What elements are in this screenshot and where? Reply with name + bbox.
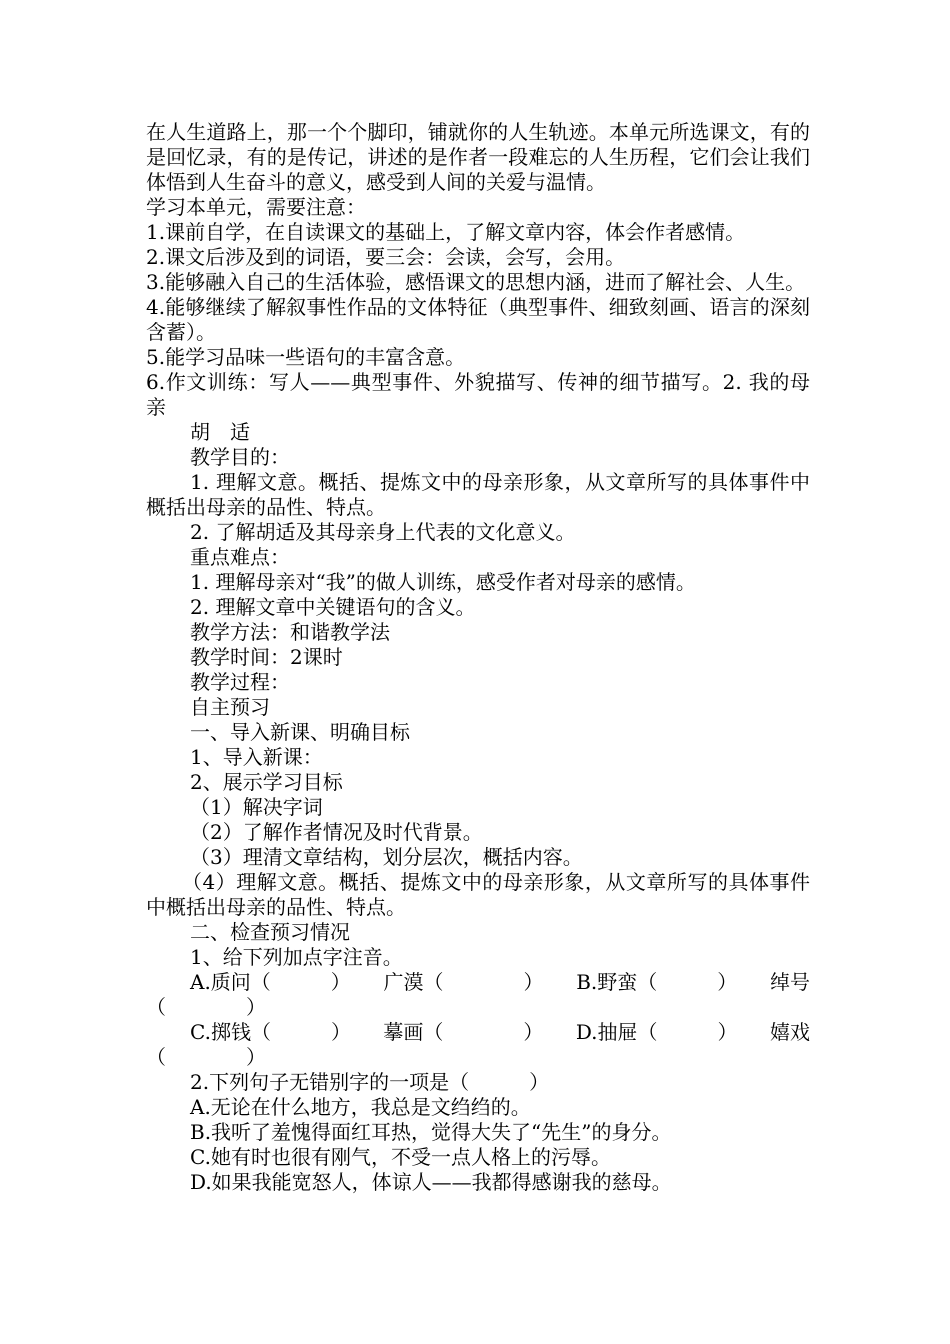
- key-point-1: 1. 理解母亲对“我”的做人训练，感受作者对母亲的感情。: [190, 570, 696, 594]
- q1-option-c: C.掷钱（ ）: [190, 1020, 351, 1044]
- teaching-time: 教学时间：2课时: [190, 645, 343, 669]
- attention-point-2: 2.课文后涉及到的词语，要三会：会读，会写，会用。: [146, 245, 626, 269]
- target-1: （1）解决字词: [190, 795, 323, 819]
- section-2-heading: 二、检查预习情况: [190, 920, 350, 944]
- q2-option-c: C.她有时也很有刚气，不受一点人格上的污辱。: [190, 1145, 611, 1169]
- q2-option-b: B.我听了羞愧得面红耳热，觉得大失了“先生”的身分。: [190, 1120, 672, 1144]
- target-4: （4）理解文意。概括、提炼文中的母亲形象，从文章所写的具体事件中概括出母亲的品性、特点。: [146, 870, 810, 919]
- attention-heading: 学习本单元，需要注意：: [146, 195, 366, 219]
- question-1-row-2: [146, 1020, 810, 1045]
- q1-row-2-tail: （ ）: [146, 1045, 266, 1069]
- attention-point-5: 5.能学习品味一些语句的丰富含意。: [146, 345, 466, 369]
- key-point-2: 2. 理解文章中关键语句的含义。: [190, 595, 476, 619]
- section-1-item-1: 1、导入新课：: [190, 745, 323, 769]
- goal-2: 2. 了解胡适及其母亲身上代表的文化意义。: [190, 520, 576, 544]
- target-2: （2）了解作者情况及时代背景。: [190, 820, 483, 844]
- goals-heading: 教学目的：: [190, 445, 290, 469]
- q1-option-c2: 摹画（ ）: [383, 1020, 544, 1044]
- section-1-item-2: 2、展示学习目标: [190, 770, 343, 794]
- goal-1: 1. 理解文意。概括、提炼文中的母亲形象，从文章所写的具体事件中概括出母亲的品性、特点。: [146, 470, 810, 519]
- target-3: （3）理清文章结构，划分层次，概括内容。: [190, 845, 583, 869]
- teaching-method: 教学方法：和谐教学法: [190, 620, 390, 644]
- process-heading: 教学过程：: [190, 670, 290, 694]
- question-2: 2.下列句子无错别字的一项是（ ）: [190, 1070, 550, 1094]
- q1-row-1-tail: （ ）: [146, 995, 266, 1019]
- q1-option-d: D.抽屉（ ）: [575, 1020, 738, 1044]
- attention-point-1: 1.课前自学，在自读课文的基础上，了解文章内容，体会作者感情。: [146, 220, 746, 244]
- q1-option-d2: 嬉戏: [770, 1020, 810, 1044]
- attention-point-6: 6.作文训练：写人——典型事件、外貌描写、传神的细节描写。2. 我的母亲: [146, 370, 810, 419]
- q1-option-a2: 广漠（ ）: [383, 970, 544, 994]
- q1-option-a: A.质问（ ）: [190, 970, 351, 994]
- q1-option-b: B.野蛮（ ）: [576, 970, 738, 994]
- q2-option-d: D.如果我能宽怒人，体谅人——我都得感谢我的慈母。: [190, 1170, 672, 1194]
- intro-paragraph: 在人生道路上，那一个个脚印，铺就你的人生轨迹。本单元所选课文，有的是回忆录，有的是传记，讲述的是作者一段难忘的人生历程，它们会让我们体悟到人生奋斗的意义，感受到人间的关爱与温情。: [146, 120, 810, 194]
- self-study-heading: 自主预习: [190, 695, 270, 719]
- section-1-heading: 一、导入新课、明确目标: [190, 720, 410, 744]
- lesson-author: 胡 适: [190, 420, 250, 444]
- document-page: [146, 120, 810, 1195]
- q1-option-b2: 绰号: [769, 970, 810, 994]
- key-heading: 重点难点：: [190, 545, 290, 569]
- attention-point-3: 3.能够融入自己的生活体验，感悟课文的思想内涵，进而了解社会、人生。: [146, 270, 806, 294]
- q2-option-a: A.无论在什么地方，我总是文绉绉的。: [190, 1095, 531, 1119]
- attention-point-4: 4.能够继续了解叙事性作品的文体特征（典型事件、细致刻画、语言的深刻含蓄）。: [146, 295, 810, 344]
- question-1-row-1: [146, 970, 810, 995]
- question-1: 1、给下列加点字注音。: [190, 945, 403, 969]
